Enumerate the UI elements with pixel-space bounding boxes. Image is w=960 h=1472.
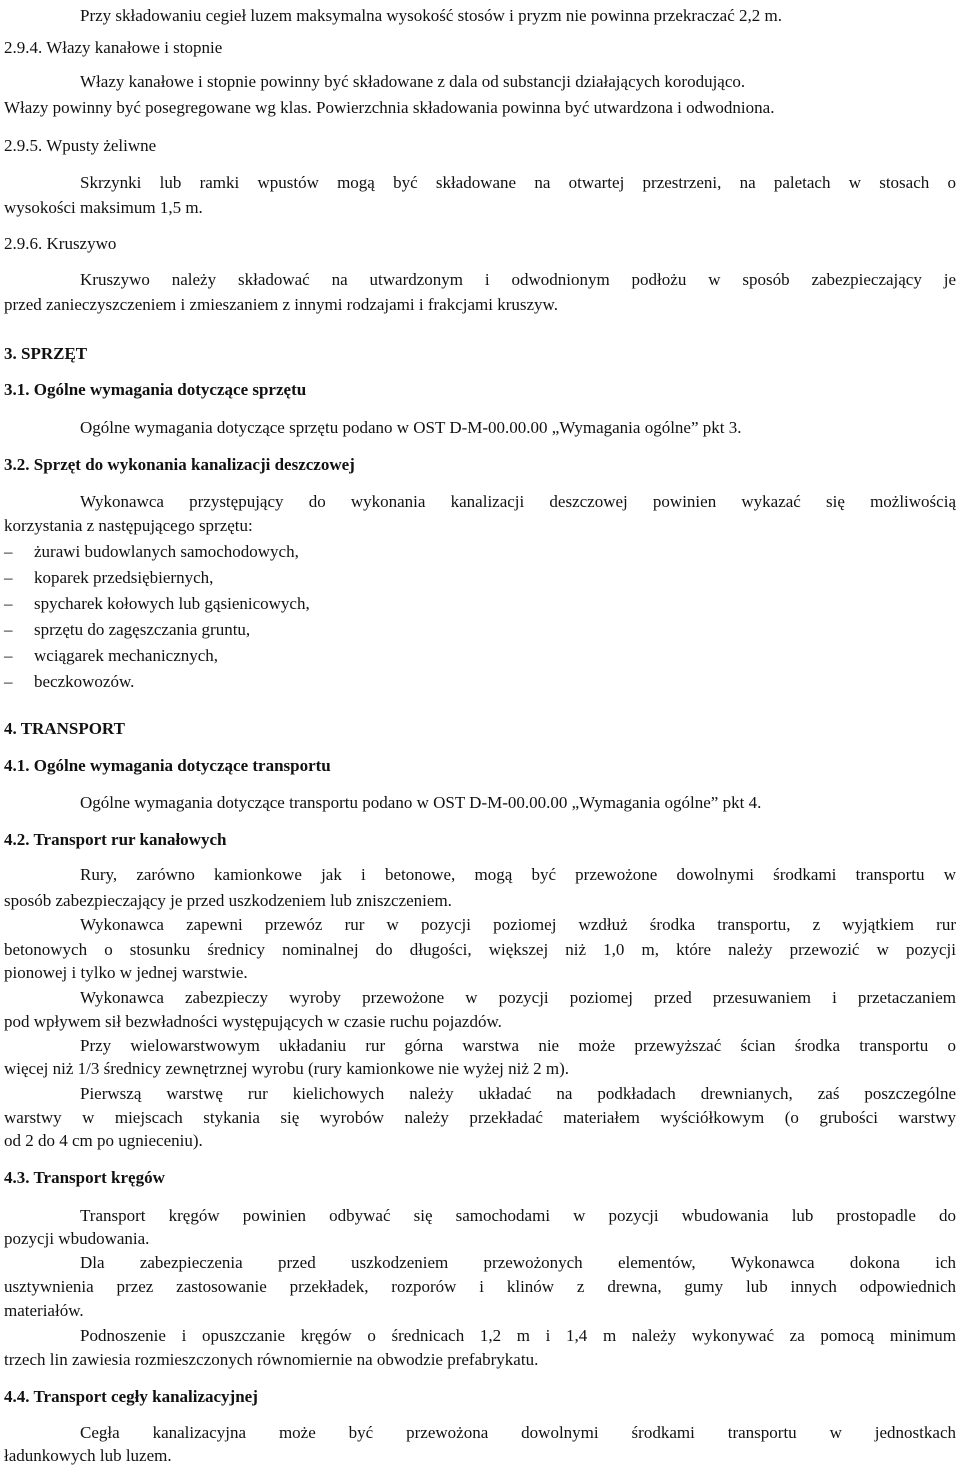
list-item-text: żurawi budowlanych samochodowych, — [34, 542, 299, 561]
paragraph-line: Przy wielowarstwowym układaniu rur górna warstwa nie może przewyższać ścian środka transportu o — [80, 1036, 956, 1055]
section-heading-4-2: 4.2. Transport rur kanałowych — [4, 830, 227, 849]
paragraph-line: Wykonawca zapewni przewóz rur w pozycji poziomej wzdłuż środka transportu, z wyjątkiem rur — [80, 915, 956, 934]
chapter-heading-3: 3. SPRZĘT — [4, 344, 88, 363]
paragraph-line: usztywnienia przez zastosowanie przekładek, rozporów i klinów z drewna, gumy lub innych odpowiednich — [4, 1277, 956, 1296]
section-heading-2-9-5: 2.9.5. Wpusty żeliwne — [4, 136, 157, 155]
paragraph-line: betonowych o stosunku średnicy nominalnej do długości, większej niż 1,0 m, które należy przewozić w pozycji — [4, 940, 956, 959]
section-heading-3-1: 3.1. Ogólne wymagania dotyczące sprzętu — [4, 380, 307, 399]
paragraph-line: więcej niż 1/3 średnicy zewnętrznej wyrobu (rury kamionkowe nie wyżej niż 2 m). — [4, 1059, 570, 1078]
list-item-text: koparek przedsiębiernych, — [34, 568, 214, 587]
paragraph-line: Wykonawca przystępujący do wykonania kanalizacji deszczowej powinien wykazać się możliwością — [80, 492, 956, 511]
list-item-text: spycharek kołowych lub gąsienicowych, — [34, 594, 310, 613]
section-heading-4-1: 4.1. Ogólne wymagania dotyczące transportu — [4, 756, 331, 775]
paragraph-line: sposób zabezpieczający je przed uszkodzeniem lub zniszczeniem. — [4, 891, 452, 910]
paragraph-line: warstwy w miejscach stykania się wyrobów należy przekładać materiałem wyściółkowym (o grubości warstwy — [4, 1108, 956, 1127]
list-item-text: beczkowozów. — [34, 672, 135, 691]
paragraph-line: Transport kręgów powinien odbywać się samochodami w pozycji wbudowania lub prostopadle do — [80, 1206, 956, 1225]
paragraph-line: pozycji wbudowania. — [4, 1229, 150, 1248]
list-item-text: sprzętu do zagęszczania gruntu, — [34, 620, 251, 639]
paragraph-line: Włazy powinny być posegregowane wg klas. Powierzchnia składowania powinna być utwardzona i odwodniona. — [4, 98, 775, 117]
paragraph-line: Pierwszą warstwę rur kielichowych należy układać na podkładach drewnianych, zaś poszczególne — [80, 1084, 956, 1103]
list-dash: – — [4, 594, 13, 613]
paragraph-line: od 2 do 4 cm po ugnieceniu). — [4, 1131, 203, 1150]
paragraph-line: Przy składowaniu cegieł luzem maksymalna wysokość stosów i pryzm nie powinna przekraczać 2,2 m. — [80, 6, 782, 25]
paragraph-line: Skrzynki lub ramki wpustów mogą być składowane na otwartej przestrzeni, na paletach w stosach o — [80, 173, 956, 192]
paragraph-line: Rury, zarówno kamionkowe jak i betonowe, mogą być przewożone dowolnymi środkami transportu w — [80, 865, 956, 884]
list-dash: – — [4, 672, 13, 691]
list-dash: – — [4, 568, 13, 587]
section-heading-2-9-6: 2.9.6. Kruszywo — [4, 234, 117, 253]
paragraph-line: wysokości maksimum 1,5 m. — [4, 198, 203, 217]
paragraph-line: Wykonawca zabezpieczy wyroby przewożone w pozycji poziomej przed przesuwaniem i przetaczaniem — [80, 988, 956, 1007]
paragraph-line: Ogólne wymagania dotyczące sprzętu podano w OST D-M-00.00.00 „Wymagania ogólne” pkt 3. — [80, 418, 742, 437]
section-heading-2-9-4: 2.9.4. Włazy kanałowe i stopnie — [4, 38, 223, 57]
list-item-text: wciągarek mechanicznych, — [34, 646, 219, 665]
list-dash: – — [4, 620, 13, 639]
paragraph-line: przed zanieczyszczeniem i zmieszaniem z innymi rodzajami i frakcjami kruszyw. — [4, 295, 558, 314]
paragraph-line: pionowej i tylko w jednej warstwie. — [4, 963, 248, 982]
paragraph-line: Podnoszenie i opuszczanie kręgów o średnicach 1,2 m i 1,4 m należy wykonywać za pomocą minimum — [80, 1326, 956, 1345]
section-heading-3-2: 3.2. Sprzęt do wykonania kanalizacji deszczowej — [4, 455, 355, 474]
paragraph-line: Cegła kanalizacyjna może być przewożona dowolnymi środkami transportu w jednostkach — [80, 1423, 956, 1442]
chapter-heading-4: 4. TRANSPORT — [4, 719, 125, 738]
section-heading-4-3: 4.3. Transport kręgów — [4, 1168, 165, 1187]
paragraph-line: Kruszywo należy składować na utwardzonym i odwodnionym podłożu w sposób zabezpieczający je — [80, 270, 956, 289]
paragraph-line: trzech lin zawiesia rozmieszczonych równomiernie na obwodzie prefabrykatu. — [4, 1350, 539, 1369]
paragraph-line: pod wpływem sił bezwładności występujących w czasie ruchu pojazdów. — [4, 1012, 502, 1031]
list-dash: – — [4, 542, 13, 561]
paragraph-line: ładunkowych lub luzem. — [4, 1446, 172, 1465]
paragraph-line: materiałów. — [4, 1301, 84, 1320]
paragraph-line: Włazy kanałowe i stopnie powinny być składowane z dala od substancji działających korodująco. — [80, 72, 746, 91]
section-heading-4-4: 4.4. Transport cegły kanalizacyjnej — [4, 1387, 258, 1406]
paragraph-line: Ogólne wymagania dotyczące transportu podano w OST D-M-00.00.00 „Wymagania ogólne” pkt 4. — [80, 793, 762, 812]
paragraph-line: korzystania z następującego sprzętu: — [4, 516, 253, 535]
list-dash: – — [4, 646, 13, 665]
paragraph-line: Dla zabezpieczenia przed uszkodzeniem przewożonych elementów, Wykonawca dokona ich — [80, 1253, 956, 1272]
